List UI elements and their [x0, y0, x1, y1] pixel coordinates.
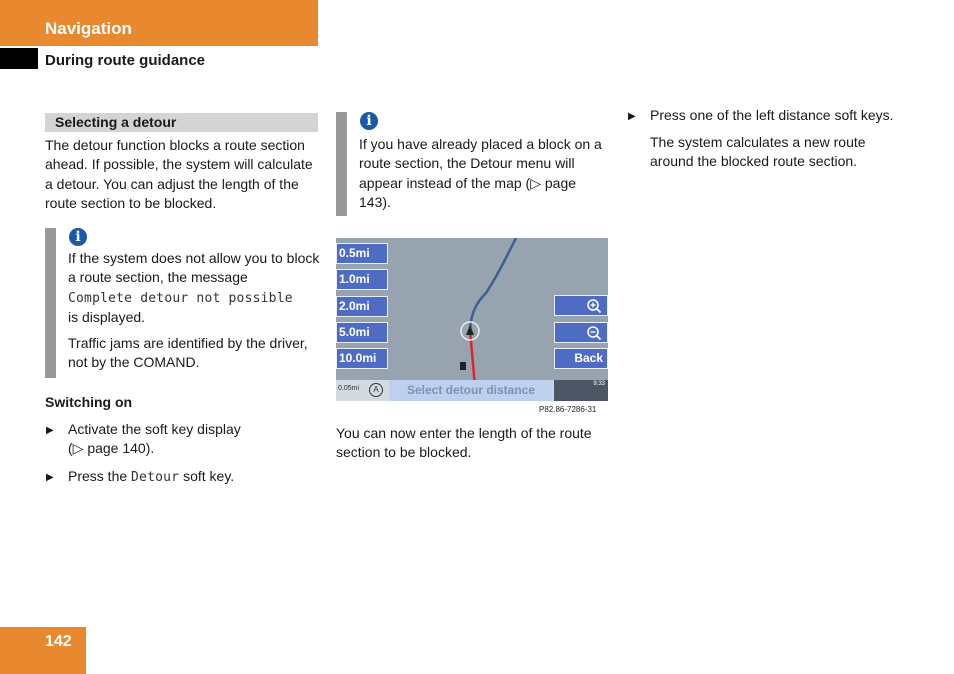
detour-key-code: Detour: [131, 470, 180, 485]
status-bar: [336, 380, 608, 401]
page-number: 142: [45, 633, 72, 650]
section-heading: Selecting a detour: [55, 114, 177, 130]
status-message: Select detour distance: [389, 380, 553, 401]
bullet-arrow-icon: ▶: [46, 425, 54, 436]
step-1-text: Activate the soft key display: [68, 421, 241, 437]
note-message-code: Complete detour not possible: [68, 290, 293, 306]
step-1-reference: (▷ page 140).: [68, 440, 155, 457]
page-title: Navigation: [45, 19, 132, 38]
zoom-out-icon: [586, 325, 602, 341]
page-subtitle: During route guidance: [45, 52, 206, 69]
distance-key-10-0mi[interactable]: 10.0mi: [336, 348, 388, 369]
step-2-text: Press the: [68, 468, 128, 484]
back-button[interactable]: Back: [554, 348, 608, 369]
info-icon: i: [360, 112, 378, 130]
zoom-out-button[interactable]: [554, 322, 608, 343]
step-activate-softkeys: [68, 420, 318, 459]
bullet-arrow-icon: ▶: [628, 111, 636, 122]
step-press-detour: [68, 467, 318, 487]
note-detour-menu-text: If you have already placed a block on a route section, the Detour menu will appear instead of the map (▷ page 143).: [359, 136, 602, 210]
note-traffic-text: Traffic jams are identified by the driver, not by the COMAND.: [68, 335, 308, 371]
info-icon: i: [69, 228, 87, 246]
bullet-arrow-icon: ▶: [46, 472, 54, 483]
step-press-distance: Press one of the left distance soft keys.: [650, 107, 894, 123]
section-heading-bar: [45, 113, 318, 132]
note-side-bar: [336, 112, 347, 216]
clock-display: [554, 380, 608, 401]
intro-paragraph: The detour function blocks a route section ahead. If possible, the system will calculate a detour. You can adjust the length of the route section to be blocked.: [45, 137, 313, 211]
distance-key-2-0mi[interactable]: 2.0mi: [336, 296, 388, 317]
section-marker: [0, 48, 38, 69]
zoom-in-button[interactable]: [554, 295, 608, 316]
note-text: [68, 249, 324, 327]
step-2-text-end: soft key.: [183, 468, 235, 484]
page-number-box: [0, 627, 86, 674]
distance-key-5-0mi[interactable]: 5.0mi: [336, 322, 388, 343]
zoom-in-icon: [586, 298, 602, 314]
image-caption: P82.86-7286-31: [539, 405, 597, 414]
result-text: The system calculates a new route around the blocked route section.: [650, 134, 866, 170]
fuel-icon: [460, 362, 466, 370]
map-scale-label: 0.05mi: [338, 385, 360, 392]
after-image-text: You can now enter the length of the route section to be blocked.: [336, 425, 592, 461]
switching-on-heading: Switching on: [45, 394, 133, 410]
info-note-left: [45, 228, 321, 378]
distance-key-0-5mi[interactable]: 0.5mi: [336, 243, 388, 264]
info-note-middle: [336, 112, 611, 216]
distance-key-1-0mi[interactable]: 1.0mi: [336, 269, 388, 290]
note-side-bar: [45, 228, 56, 378]
note-line-2: is displayed.: [68, 308, 146, 325]
compass-icon: A: [369, 383, 383, 397]
navigation-screen-image: [336, 238, 608, 401]
note-line-1: If the system does not allow you to block a route section, the message: [68, 250, 320, 286]
clock-time: 9:33: [593, 381, 605, 387]
